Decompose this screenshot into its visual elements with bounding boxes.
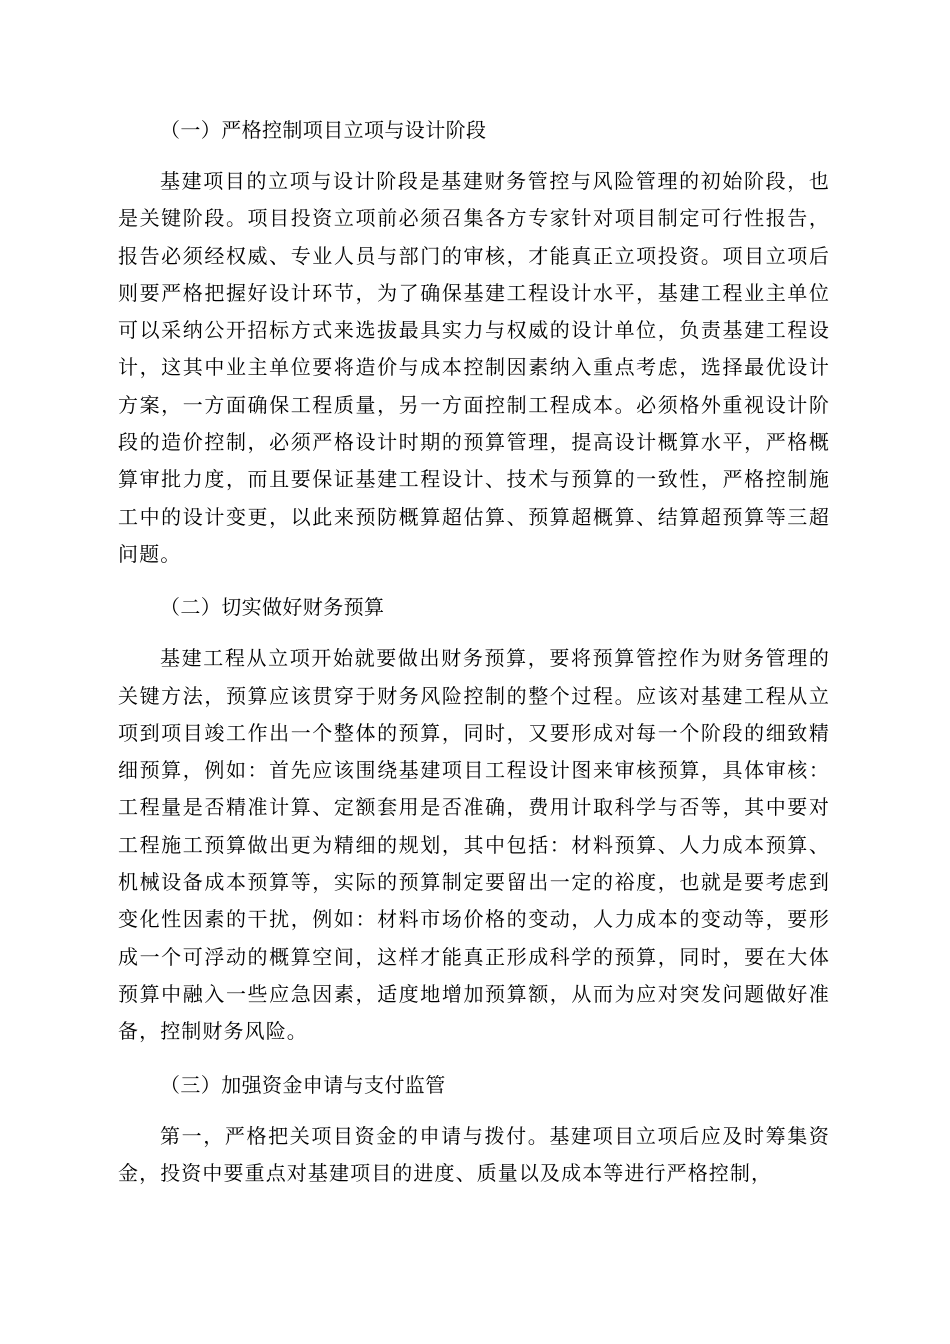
document-body: [118, 112, 830, 1192]
section-paragraph-1: 基建项目的立项与设计阶段是基建财务管控与风险管理的初始阶段，也是关键阶段。项目投资立项前必须召集各方专家针对项目制定可行性报告，报告必须经权威、专业人员与部门的审核，才能真正立项投资。项目立项后则要严格把握好设计环节，为了确保基建工程设计水平，基建工程业主单位可以采纳公开招标方式来选拔最具实力与权威的设计单位，负责基建工程设计，这其中业主单位要将造价与成本控制因素纳入重点考虑，选择最优设计方案，一方面确保工程质量，另一方面控制工程成本。必须格外重视设计阶段的造价控制，必须严格设计时期的预算管理，提高设计概算水平，严格概算审批力度，而且要保证基建工程设计、技术与预算的一致性，严格控制施工中的设计变更，以此来预防概算超估算、预算超概算、结算超预算等三超问题。: [118, 169, 830, 566]
section-heading-1: （一）严格控制项目立项与设计阶段: [160, 118, 487, 142]
section-paragraph-3: 第一，严格把关项目资金的申请与拨付。基建项目立项后应及时筹集资金，投资中要重点对基建项目的进度、质量以及成本等进行严格控制，: [118, 1123, 830, 1185]
section-heading-3: （三）加强资金申请与支付监管: [160, 1072, 446, 1097]
section-heading-2: （二）切实做好财务预算: [160, 595, 385, 620]
section-paragraph-2: 基建工程从立项开始就要做出财务预算，要将预算管控作为财务管理的关键方法，预算应该贯穿于财务风险控制的整个过程。应该对基建工程从立项到项目竣工作出一个整体的预算，同时，又要形成对每一个阶段的细致精细预算，例如：首先应该围绕基建项目工程设计图来审核预算，具体审核：工程量是否精准计算、定额套用是否准确，费用计取科学与否等，其中要对工程施工预算做出更为精细的规划，其中包括：材料预算、人力成本预算、机械设备成本预算等，实际的预算制定要留出一定的裕度，也就是要考虑到变化性因素的干扰，例如：材料市场价格的变动，人力成本的变动等，要形成一个可浮动的概算空间，这样才能真正形成科学的预算，同时，要在大体预算中融入一些应急因素，适度地增加预算额，从而为应对突发问题做好准备，控制财务风险。: [118, 646, 830, 1044]
